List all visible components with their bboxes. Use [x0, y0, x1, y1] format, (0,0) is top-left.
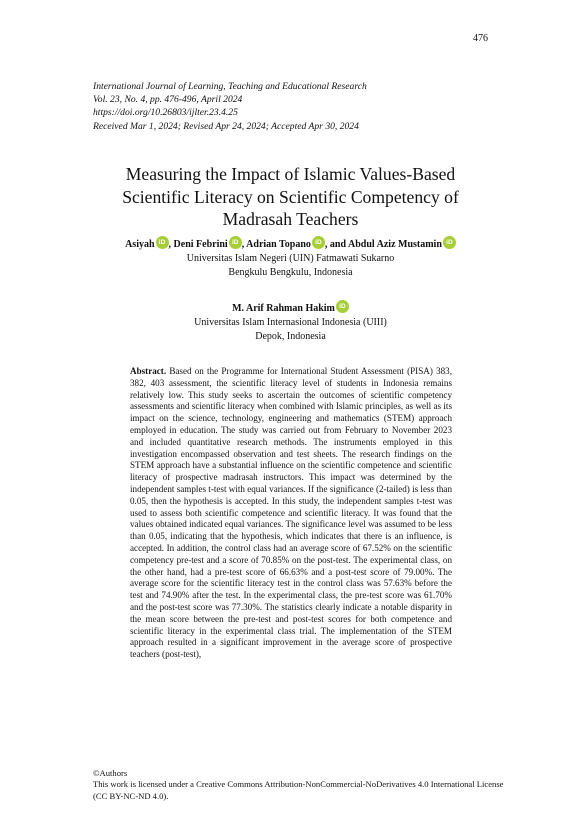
page-number: 476 — [473, 33, 488, 44]
author-name: Abdul Aziz Mustamin — [348, 239, 442, 250]
author-name: M. Arif Rahman Hakim — [232, 303, 335, 314]
journal-header — [93, 80, 367, 133]
author-names — [40, 236, 541, 252]
abstract-label: Abstract. — [130, 366, 167, 376]
affiliation: Universitas Islam Negeri (UIN) Fatmawati Sukarno — [186, 253, 395, 264]
author-separator: , — [241, 239, 247, 250]
orcid-icon[interactable]: iD — [229, 236, 242, 249]
author-separator: , — [168, 239, 174, 250]
journal-doi[interactable]: https://doi.org/10.26803/ijlter.23.4.25 — [93, 107, 238, 119]
affiliation: Universitas Islam Internasional Indonesia (UIII) — [194, 317, 387, 328]
title-line: Measuring the Impact of Islamic Values-Based — [125, 164, 456, 184]
orcid-icon[interactable]: iD — [156, 236, 169, 249]
abstract — [130, 366, 452, 661]
journal-name: International Journal of Learning, Teaching and Educational Research — [93, 81, 367, 92]
orcid-icon[interactable]: iD — [443, 236, 456, 249]
paper-title — [60, 163, 521, 231]
author-separator: , and — [324, 239, 348, 250]
orcid-icon[interactable]: iD — [312, 236, 325, 249]
title-line: Scientific Literacy on Scientific Competency of — [122, 186, 459, 207]
affiliation-location: Bengkulu Bengkulu, Indonesia — [228, 267, 353, 278]
license-footer — [93, 768, 513, 802]
author-name: Deni Febrini — [173, 239, 228, 250]
affiliation-location: Depok, Indonesia — [255, 331, 326, 342]
author-block-1 — [40, 236, 541, 280]
author-name: Asiyah — [125, 239, 155, 250]
license-text: This work is licensed under a Creative Commons Attribution-NonCommercial-NoDerivatives 4.0 International License (CC BY-NC-ND 4.0). — [93, 779, 504, 801]
journal-volume: Vol. 23, No. 4, pp. 476-496, April 2024 — [93, 94, 243, 106]
author-block-2 — [40, 300, 541, 344]
author-name: Adrian Topano — [246, 239, 311, 250]
title-line: Madrasah Teachers — [222, 209, 359, 229]
journal-dates: Received Mar 1, 2024; Revised Apr 24, 2024; Accepted Apr 30, 2024 — [93, 120, 359, 132]
copyright-notice: ©Authors — [93, 768, 128, 778]
abstract-text: Based on the Programme for International Student Assessment (PISA) 383, 382, 403 assessment, the scientific literacy level of students in Indonesia remains relatively low. This study seeks to ascertain the outcomes of scientific competency assessments and scientific literacy when combined with Islamic principles, as well as its impact on the science, technology, engineering and mathematics (STEM) approach employed in education. The study was carried out from February to November 2023 and included quantitative research methods. The instruments employed in this investigation encompassed observation and test sheets. The research findings on the STEM approach have a substantial influence on the scientific competence and scientific literacy of prospective madrasah instructors. This impact was determined by the independent samples t-test with equal variances. If the significance (2-tailed) is less than 0.05, then the hypothesis is accepted. In this study, the independent samples t-test was used to assess both scientific competence and scientific literacy. It was found that the values obtained indicated equal variances. The significance level was assumed to be less than 0.05, indicating that the hypothesis, which indicates that there is an influence, is accepted. In addition, the control class had an average score of 67.52% on the scientific competency pre-test and a score of 70.85% on the post-test. The experimental class, on the other hand, had a pre-test score of 66.63% and a post-test score of 79.00%. The average score for the scientific literacy test in the control class was 57.63% before the test and 74.90% after the test. In the experimental class, the pre-test score was 61.70% and the post-test score was 77.30%. The statistics clearly indicate a notable disparity in the mean score between the pre-test and post-test scores for both competence and scientific literacy in the experimental class trial. The implementation of the STEM approach resulted in a significant improvement in the average score of prospective teachers (post-test), — [130, 366, 452, 660]
author-names — [40, 300, 541, 316]
orcid-icon[interactable]: iD — [336, 300, 349, 313]
